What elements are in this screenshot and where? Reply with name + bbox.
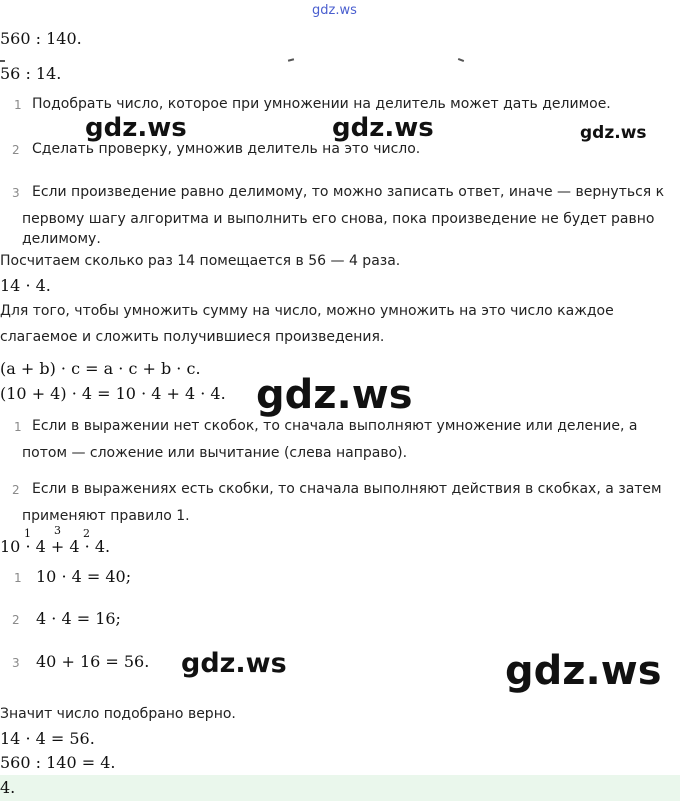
step-expression: 40 + 16 = 56. xyxy=(36,652,150,671)
product-expression: 14 · 4. xyxy=(0,276,51,295)
watermark: gdz.ws xyxy=(580,123,647,143)
order-mark: 2 xyxy=(83,527,90,540)
watermark-top: gdz.ws xyxy=(312,3,357,18)
watermark: gdz.ws xyxy=(85,113,187,143)
watermark: gdz.ws xyxy=(256,372,413,418)
list-number: 2 xyxy=(12,483,20,497)
list-item: Если в выражениях есть скобки, то сначала выполняют действия в скобках, а затем xyxy=(32,481,662,497)
formula-specific: (10 + 4) · 4 = 10 · 4 + 4 · 4. xyxy=(0,384,226,403)
step-expression: 10 · 4 = 40; xyxy=(36,567,132,586)
reduced-expression: 56 : 14. xyxy=(0,64,62,83)
watermark: gdz.ws xyxy=(505,648,662,694)
formula-general: (a + b) · c = a · c + b · c. xyxy=(0,359,201,378)
list-item-continued: первому шагу алгоритма и выполнить его снова, пока произведение не будет равно xyxy=(22,211,655,227)
list-item: Сделать проверку, умножив делитель на это число. xyxy=(32,141,421,157)
result-expression: 560 : 140 = 4. xyxy=(0,753,116,772)
list-number: 1 xyxy=(14,98,22,112)
cropped-line xyxy=(458,58,464,62)
distributive-rule: Для того, чтобы умножить сумму на число, можно умножить на это число каждое xyxy=(0,303,614,319)
step-expression: 4 · 4 = 16; xyxy=(36,609,121,628)
list-number: 2 xyxy=(12,613,20,627)
list-number: 1 xyxy=(14,420,22,434)
list-number: 3 xyxy=(12,656,20,670)
cropped-line xyxy=(0,60,5,62)
list-number: 2 xyxy=(12,143,20,157)
list-number: 1 xyxy=(14,571,22,585)
check-expression: 14 · 4 = 56. xyxy=(0,729,95,748)
answer-box xyxy=(0,775,680,801)
count-text: Посчитаем сколько раз 14 помещается в 56 — 4 раза. xyxy=(0,253,401,269)
watermark: gdz.ws xyxy=(181,648,287,679)
list-item-continued: потом — сложение или вычитание (слева направо). xyxy=(22,445,408,461)
conclusion-text: Значит число подобрано верно. xyxy=(0,706,236,722)
calc-expression: 10 · 4 + 4 · 4. xyxy=(0,537,111,556)
list-number: 3 xyxy=(12,186,20,200)
order-mark: 1 xyxy=(24,527,31,540)
list-item: Подобрать число, которое при умножении на делитель может дать делимое. xyxy=(32,96,611,112)
answer-value: 4. xyxy=(0,778,16,797)
list-item: Если произведение равно делимому, то можно записать ответ, иначе — вернуться к xyxy=(32,184,665,200)
cropped-line xyxy=(288,58,294,61)
list-item: Если в выражении нет скобок, то сначала выполняют умножение или деление, а xyxy=(32,418,638,434)
division-expression: 560 : 140. xyxy=(0,29,82,48)
order-mark: 3 xyxy=(54,524,61,537)
list-item-continued: делимому. xyxy=(22,231,101,247)
watermark: gdz.ws xyxy=(332,113,434,143)
distributive-rule: слагаемое и сложить получившиеся произведения. xyxy=(0,329,385,345)
list-item-continued: применяют правило 1. xyxy=(22,508,190,524)
